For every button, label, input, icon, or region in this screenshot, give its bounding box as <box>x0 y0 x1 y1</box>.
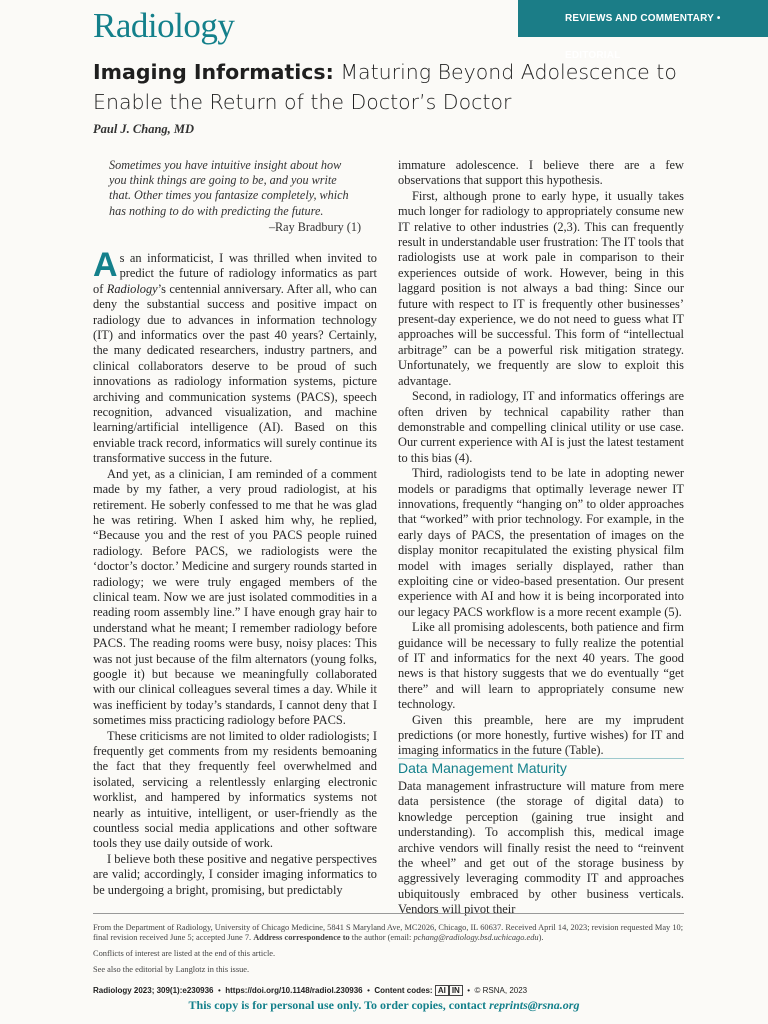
section-body <box>398 779 684 918</box>
content-codes-label: Content codes: <box>374 986 433 995</box>
paragraph: Given this preamble, here are my imprudent predictions (or more honestly, furtive wishes) for IT and imaging informatics in the future (Table). <box>398 712 684 758</box>
paragraph: And yet, as a clinician, I am reminded of a comment made by my father, a very proud radiologist, at his retirement. He soberly confessed to me that he was glad he was retiring. When I asked him why, he replied, “Because you and the rest of you PACS people ruined radiology. Before PACS, we radiologists were the ‘doctor’s doctor.’ Medicine and surgery rounds started in radiology; we were truly engaged members of the clinical team. Now we are just isolated commodities in a reading room assembly line.” I have enough gray hair to understand what he meant; I remember radiology before PACS. The reading rooms were busy, noisy places: This was not just because of the film alternators (young folks, google it) but because we meaningfully collaborated with our clinical colleagues several times a day. While it was inefficient by today’s standards, I cannot deny that I sometimes miss practicing radiology before PACS. <box>93 466 377 728</box>
content-code-badge: AI <box>435 985 449 996</box>
section-banner: REVIEWS AND COMMENTARY • EDITORIAL <box>518 0 768 37</box>
citation-line <box>93 985 527 996</box>
left-column <box>93 246 377 898</box>
see-also-note: See also the editorial by Langlotz in this issue. <box>93 965 250 974</box>
paragraph-text: s an informaticist, I was thrilled when invited to predict the future of radiology informatics as part of <box>93 251 377 296</box>
paragraph: immature adolescence. I believe there are a few observations that support this hypothesis. <box>398 158 684 188</box>
reprints-email-link[interactable]: reprints@rsna.org <box>489 998 580 1012</box>
section-heading: Data Management Maturity <box>398 758 684 776</box>
right-column <box>398 158 684 759</box>
correspondence-end: ). <box>538 933 544 942</box>
title-bold: Imaging Informatics: <box>93 60 334 84</box>
epigraph-attribution: –Ray Bradbury (1) <box>268 220 361 234</box>
paragraph <box>93 246 377 467</box>
article-title <box>93 57 693 117</box>
paragraph-text: ’s centennial anniversary. After all, who can deny the substantial success and positive impact on radiology due to advances in information technology (IT) and informatics over the past 40 years? Certainly, the many dedicated researchers, industry partners, and clinical collaborators deserve to be proud of such innovations as radiology information systems, picture archiving and communication systems (PACS), speech recognition, advanced visualization, and machine learning/artificial intelligence (AI). Based on this enviable track record, informatics will surely continue its transformative success in the future. <box>93 281 377 466</box>
drop-cap: A <box>93 246 118 284</box>
paragraph: I believe both these positive and negative perspectives are valid; accordingly, I consider imaging informatics to be undergoing a bright, promising, but predictably <box>93 851 377 897</box>
citation: Radiology 2023; 309(1):e230936 <box>93 986 214 995</box>
paragraph: First, although prone to early hype, it usually takes much longer for radiology to appropriately consume new IT relative to other industries (2,3). This can frequently result in understandable user frustration: The IT tools that radiologists use at work pale in comparison to their experiences outside of work. However, being in this laggard position is not always a bad thing: Since our future with respect to IT is frequently other businesses’ present-day experience, we do not need to guess what IT approaches will be successful. This form of “intellectual arbitrage” can be a powerful risk mitigation strategy. Unfortunately, we frequently are slow to exploit this advantage. <box>398 188 684 388</box>
personal-use-notice <box>0 998 768 1013</box>
affiliation-note <box>93 923 684 943</box>
author-email-link[interactable]: pchang@radiology.bsd.uchicago.edu <box>413 933 539 942</box>
journal-name: Radiology <box>106 281 158 296</box>
paragraph: Like all promising adolescents, both patience and firm guidance will be necessary to fully realize the potential of IT and informatics for the next 40 years. The good news is that history suggests that we do eventually “get there” and will learn to appropriately consume new technology. <box>398 620 684 712</box>
bullet-separator: • <box>217 986 221 995</box>
content-code-badge: IN <box>449 985 463 996</box>
personal-use-text: This copy is for personal use only. To order copies, contact <box>188 998 490 1012</box>
paragraph: Third, radiologists tend to be late in adopting newer models or paradigms that optimally leverage newer IT innovations, frequently “hanging on” to older approaches that “worked” with prior technology. For example, in the early days of PACS, the presentation of images on the display monitor recapitulated the existing physical film model with images serially displayed, rather than exploiting cine or video-based presentation. Our present experience with AI and how it is being incorporated into our legacy PACS workflow is a more recent example (5). <box>398 466 684 619</box>
title-rest: Maturing Beyond Adolescence to Enable the Return of the Doctor’s Doctor <box>93 60 677 114</box>
paragraph: Second, in radiology, IT and informatics offerings are often driven by technical capability rather than demonstrable and compelling clinical utility or use case. Our current experience with AI is just the latest testament to this bias (4). <box>398 389 684 465</box>
bullet-separator: • <box>367 986 370 995</box>
paragraph: Data management infrastructure will mature from mere data persistence (the storage of digital data) to knowledge perception (gaining true insight and understanding). To accomplish this, medical image archive vendors will finally resist the need to “reinvent the wheel” and get out of the storage business by aggressively leveraging commodity IT and approaches ubiquitously embraced by other business verticals. Vendors will pivot their <box>398 779 684 917</box>
copyright: © RSNA, 2023 <box>474 986 528 995</box>
correspondence-text: the author (email: <box>349 933 414 942</box>
conflicts-note: Conflicts of interest are listed at the end of this article. <box>93 949 276 958</box>
doi-link[interactable]: https://doi.org/10.1148/radiol.230936 <box>225 986 363 995</box>
author-byline: Paul J. Chang, MD <box>93 122 195 136</box>
footnote-divider <box>93 913 684 914</box>
paragraph: These criticisms are not limited to older radiologists; I frequently get comments from my residents bemoaning the fact that they frequently feel overwhelmed and isolated, servicing a relentlessly enlarging electronic worklist, and hampered by informatics systems not nearly as intuitive, intelligent, or user-friendly as the countless social media applications and other software tools they use daily outside of work. <box>93 728 377 851</box>
correspondence-label: Address correspondence to <box>253 933 350 942</box>
affiliation-text: From the Department of Radiology, University of Chicago Medicine, 5841 S Maryland Ave, MC2026, Chicago, IL 60637. Received April 14, 2023; revision requested May 10; final revision received June 5; accepted June 7. <box>93 923 684 942</box>
journal-logo: Radiology <box>93 6 235 45</box>
epigraph-text: Sometimes you have intuitive insight about how you think things are going to be, and you write that. Other times you fantasize completely, which has nothing to do with predicting the future. <box>109 158 349 218</box>
bullet-separator: • <box>467 986 471 995</box>
